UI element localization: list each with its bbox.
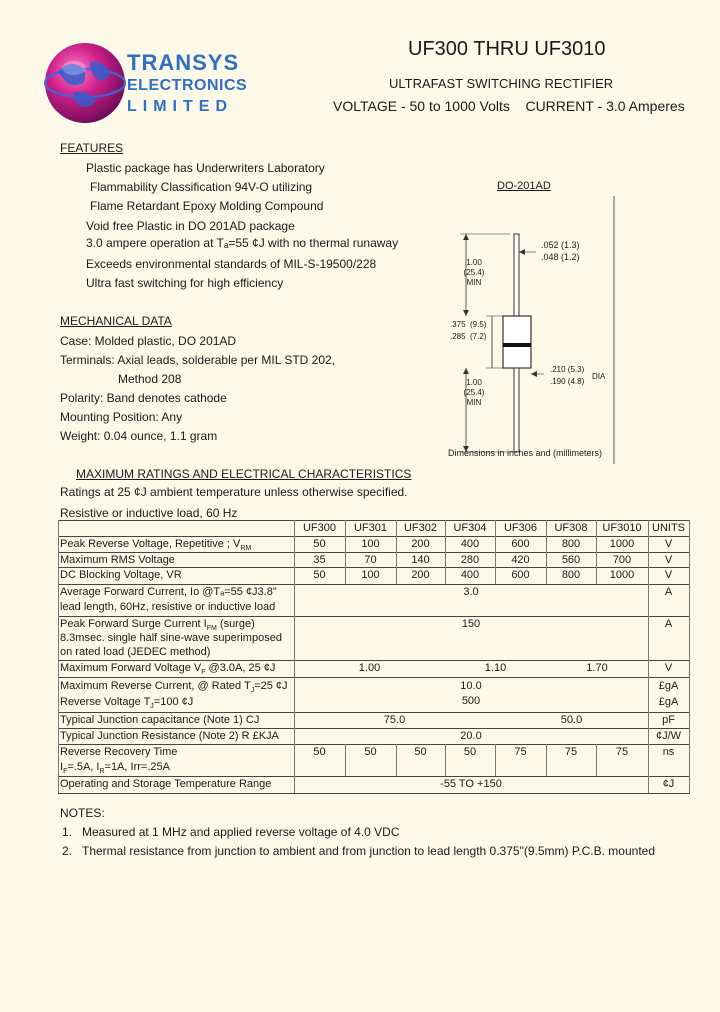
notes-title: NOTES: [60,806,105,820]
unit: £gA [658,696,679,708]
col-header: UF3010 [602,522,642,534]
feature-item: Void free Plastic in DO 201AD package [86,219,295,233]
cell: 560 [561,554,581,566]
row-label-ir: Maximum Reverse Current, @ Rated $T_J=25$ ¢J [60,680,288,695]
lead-dia-min: .048 (1.2) [541,252,580,262]
document-title: UF300 THRU UF3010 [408,38,606,60]
mechanical-item: Terminals: Axial leads, solderable per MIL STD 202, [60,353,336,367]
mechanical-item: Polarity: Band denotes cathode [60,391,227,405]
col-header: UF306 [503,522,538,534]
row-label-dc: DC Blocking Voltage, VR [60,569,182,581]
ratings-note: Ratings at 25 ¢J ambient temperature unless otherwise specified. [60,485,408,499]
unit: V [664,569,673,581]
col-header: UF302 [403,522,438,534]
body-length-max: .375 (9.5) [450,320,487,329]
cell: 600 [511,569,530,581]
logo-line-2: ELECTRONICS [127,77,248,94]
ratings-table [58,520,690,794]
unit: V [664,538,673,550]
row-label-rth: Typical Junction Resistance (Note 2) R £KJA [60,730,279,742]
cell: 800 [561,538,581,550]
col-header: UF301 [353,522,388,534]
lead-dia-max: .052 (1.3) [541,240,580,250]
unit: V [664,662,673,674]
row-label-trr-2: $I_F=.5A$, $I_R=1A$, Irr=.25A [60,761,170,776]
lead2-length-c: MIN [466,398,482,407]
row-label-trr: Reverse Recovery Time [60,746,178,758]
cell: 800 [561,569,581,581]
cell: -55 TO +150 [440,778,502,790]
cell: 75 [514,746,527,758]
feature-item: Flame Retardant Epoxy Molding Compound [90,199,324,213]
cell: 50 [414,746,427,758]
unit: ¢J/W [655,730,682,742]
logo-line-3: LIMITED [127,98,233,115]
row-label-vf: Maximum Forward Voltage $V_F$ @3.0A, 25 ¢J [60,662,276,677]
cell: 100 [361,569,380,581]
cell: 200 [411,538,430,550]
cell: 75.0 [383,714,406,726]
dia-label: DIA [592,372,606,381]
unit: pF [662,714,675,726]
unit: A [664,618,673,630]
lead-length-c: MIN [466,278,482,287]
ratings-title: MAXIMUM RATINGS AND ELECTRICAL CHARACTERISTICS [76,467,412,481]
cell: 500 [461,695,481,707]
unit: ¢J [662,778,675,790]
cell: 150 [461,618,481,630]
cell: 35 [313,554,326,566]
cell: 50 [313,538,326,550]
row-label-temp: Operating and Storage Temperature Range [60,778,272,790]
package-label: DO-201AD [497,180,551,192]
cell: 20.0 [460,730,482,742]
unit: £gA [658,680,679,692]
document-subtitle: ULTRAFAST SWITCHING RECTIFIER [389,76,614,91]
col-header: UF304 [453,522,487,534]
col-header: UF308 [554,522,588,534]
cell: 3.0 [463,586,479,598]
cell: 1.10 [484,662,507,674]
cell: 75 [564,746,578,758]
cell: 100 [361,538,380,550]
feature-item: 3.0 ampere operation at Tₐ=55 ¢J with no thermal runaway [86,236,399,250]
mechanical-item: Method 208 [118,372,182,386]
cell: 600 [511,538,530,550]
cell: 1000 [609,538,635,550]
diagram-caption: Dimensions in inches and (millimeters) [448,448,603,458]
cell: 1.70 [586,662,608,674]
cell: 1.00 [358,662,381,674]
row-label-surge-2: 8.3msec. single half sine-wave superimposed [60,632,282,644]
lead2-length-b: (25.4) [463,388,485,397]
cell: 50.0 [560,714,583,726]
mechanical-item: Mounting Position: Any [60,410,183,424]
body-length-min: .285 (7.2) [450,332,487,341]
logo-line-1: TRANSYS [127,50,240,75]
cell: 50 [313,746,326,758]
cell: 140 [411,554,430,566]
ratings-load: Resistive or inductive load, 60 Hz [60,506,238,520]
cell: 50 [463,746,477,758]
voltage-current-rating: VOLTAGE - 50 to 1000 Volts CURRENT - 3.0 Amperes [333,98,685,114]
row-label-avg: Average Forward Current, Io @Tₐ=55 ¢J3.8" [60,586,277,598]
feature-item: Flammability Classification 94V-O utilizing [90,180,313,194]
note-number: 1. [62,825,73,839]
cell: 400 [460,538,480,550]
col-header: UF300 [302,522,337,534]
cell: 75 [615,746,629,758]
note-text: Thermal resistance from junction to ambient and from junction to lead length 0.375"(9.5mm) P.C.B. mounted [82,844,655,858]
row-label-prv: Peak Reverse Voltage, Repetitive ; $V_{RM}$ [60,538,252,553]
cell: 200 [411,569,430,581]
row-label-avg-2: lead length, 60Hz, resistive or inductive load [60,601,276,613]
cell: 50 [364,746,377,758]
feature-item: Plastic package has Underwriters Laboratory [86,161,325,175]
row-label-rms: Maximum RMS Voltage [60,554,175,566]
cell: 50 [313,569,326,581]
unit: V [664,554,673,566]
features-heading: FEATURES [60,141,124,155]
note-text: Measured at 1 MHz and applied reverse voltage of 4.0 VDC [82,825,400,839]
row-label-cj: Typical Junction capacitance (Note 1) CJ [60,714,260,726]
lead-length-b: (25.4) [463,268,485,277]
feature-item: Ultra fast switching for high efficiency [86,276,284,290]
body-dia-min: .190 (4.8) [550,377,585,386]
col-header: UNITS [652,522,685,534]
lead2-length-a: 1.00 [466,378,482,387]
row-label-surge-3: on rated load (JEDEC method) [60,646,211,658]
feature-item: Exceeds environmental standards of MIL-S-19500/228 [86,257,377,271]
cell: 700 [612,554,632,566]
body-dia-max: .210 (5.3) [550,365,585,374]
mechanical-heading: MECHANICAL DATA [60,314,172,328]
cell: 10.0 [460,680,482,692]
cell: 280 [460,554,480,566]
cell: 400 [460,569,480,581]
row-label-ir-2: Reverse Voltage $T_J=100$ ¢J [60,696,194,711]
unit: ns [662,746,675,758]
mechanical-item: Weight: 0.04 ounce, 1.1 gram [60,429,218,443]
logo-globe-icon [44,42,126,124]
row-label-surge: Peak Forward Surge Current $I_{FM}$ (surge) [60,618,255,633]
note-number: 2. [62,844,73,858]
cell: 1000 [609,569,635,581]
cell: 70 [364,554,377,566]
cell: 420 [511,554,530,566]
unit: A [664,586,673,598]
mechanical-item: Case: Molded plastic, DO 201AD [60,334,237,348]
lead-length-a: 1.00 [466,258,482,267]
